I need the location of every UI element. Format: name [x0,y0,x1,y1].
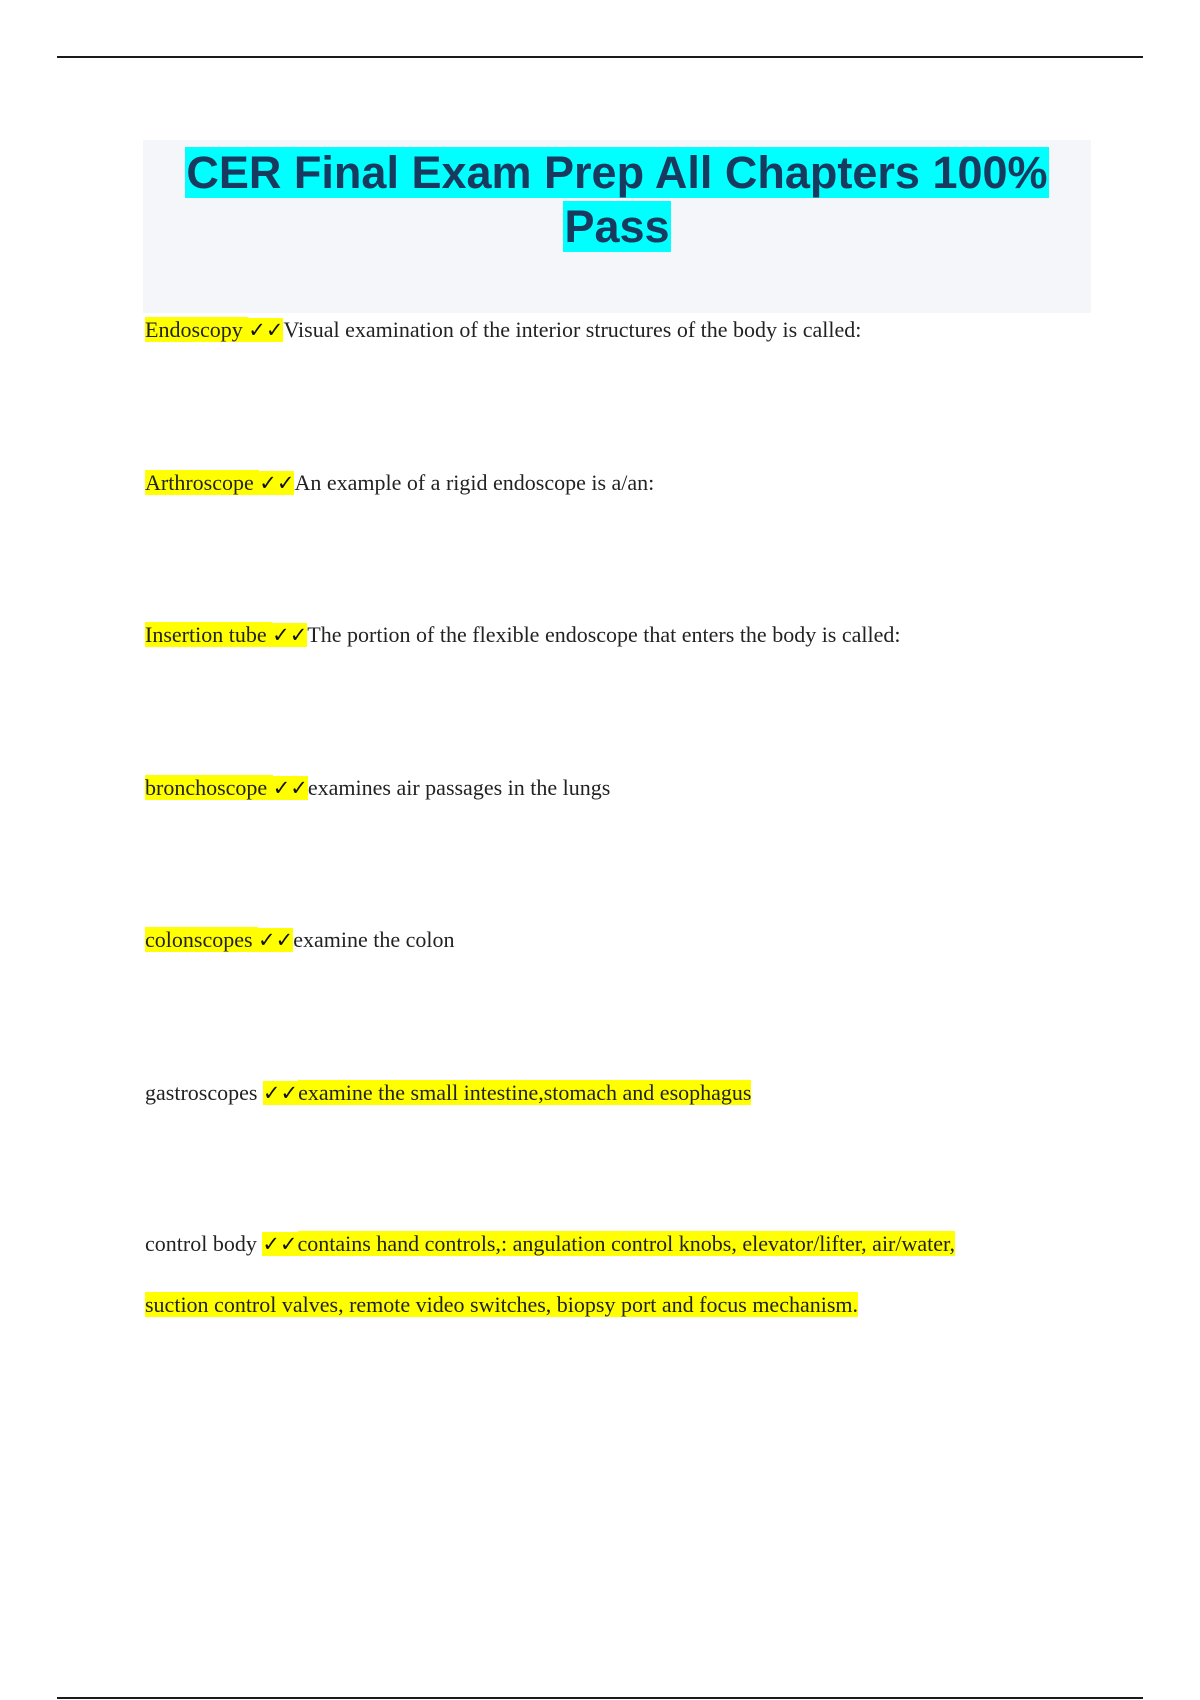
title-block [143,140,1091,313]
title-line-2: Pass [564,201,670,252]
flashcard-entry [145,605,1145,665]
entry-term: bronchoscope [145,775,273,800]
flashcard-entry [145,758,1145,818]
entry-text: examine the small intestine,stomach and esophagus [298,1080,752,1105]
double-check-icon: ✓✓ [259,471,295,495]
entry-term: control body [145,1231,263,1256]
entry-text: An example of a rigid endoscope is a/an: [294,470,655,495]
entry-text: examines air passages in the lungs [307,775,611,800]
flashcard-entry [145,453,1145,513]
flashcard-entry [145,300,1145,360]
double-check-icon: ✓✓ [262,1232,298,1256]
flashcard-entry [145,1214,1145,1274]
flashcard-entry-continuation [145,1275,1145,1335]
bottom-rule [57,1697,1143,1699]
entry-term: Endoscopy [145,317,249,342]
entry-term: Arthroscope [145,470,260,495]
entry-term: Insertion tube [145,622,273,647]
entry-text: contains hand controls,: angulation control knobs, elevator/lifter, air/water, [297,1231,955,1256]
double-check-icon: ✓✓ [272,776,308,800]
flashcard-entry [145,910,1145,970]
double-check-icon: ✓✓ [272,623,308,647]
entry-text-line-2: suction control valves, remote video switches, biopsy port and focus mechanism. [145,1292,859,1317]
title-line-1: CER Final Exam Prep All Chapters 100% [186,147,1048,198]
entry-text: Visual examination of the interior structures of the body is called: [283,317,862,342]
entry-term: colonscopes [145,927,259,952]
entry-text: examine the colon [293,927,455,952]
double-check-icon: ✓✓ [248,318,284,342]
document-title [143,140,1091,254]
flashcard-entry [145,1063,1145,1123]
double-check-icon: ✓✓ [262,1081,299,1105]
entry-term: gastroscopes [145,1080,263,1105]
entry-text: The portion of the flexible endoscope that enters the body is called: [307,622,901,647]
double-check-icon: ✓✓ [258,928,294,952]
top-rule [57,56,1143,58]
